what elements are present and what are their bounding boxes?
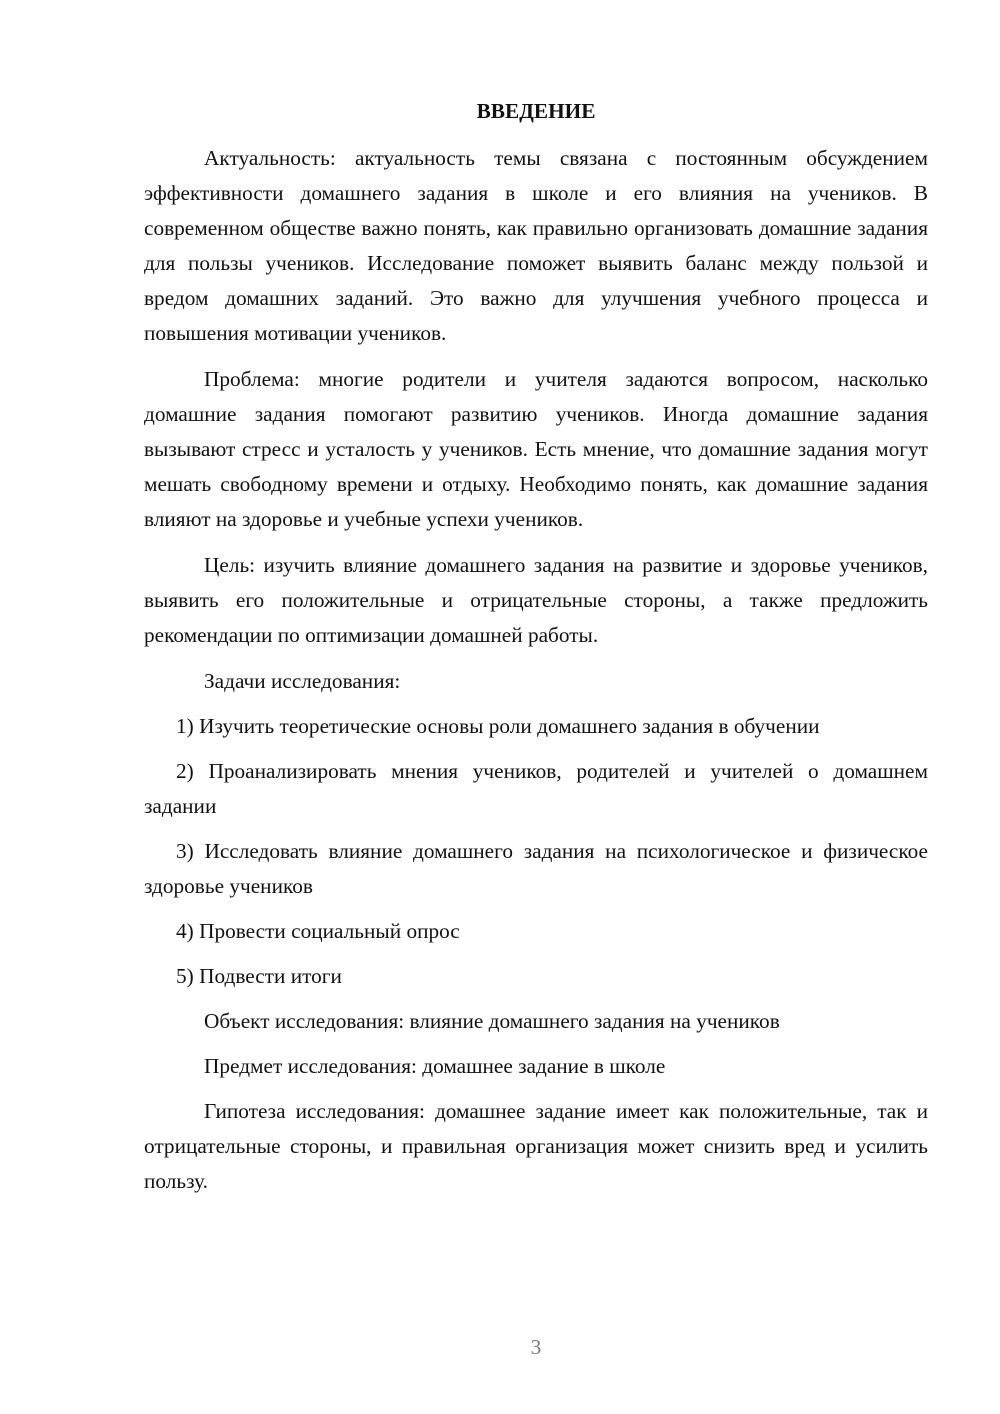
task-item-4: 4) Провести социальный опрос <box>176 919 460 943</box>
task-item-3: 3) Исследовать влияние домашнего задания на психологическое и физическое здоровье учеников <box>144 839 928 898</box>
section-title: ВВЕДЕНИЕ <box>476 99 596 123</box>
page-content <box>144 96 928 1210</box>
task-item-1: 1) Изучить теоретические основы роли домашнего задания в обучении <box>176 714 820 738</box>
task-item-5: 5) Подвести итоги <box>176 964 342 988</box>
hypothesis-paragraph: Гипотеза исследования: домашнее задание имеет как положительные, так и отрицательные стороны, и правильная организация может снизить вред и усилить пользу. <box>144 1099 928 1193</box>
tasks-heading: Задачи исследования: <box>204 669 401 693</box>
research-object: Объект исследования: влияние домашнего задания на учеников <box>204 1009 780 1033</box>
problem-paragraph: Проблема: многие родители и учителя задаются вопросом, насколько домашние задания помогают развитию учеников. Иногда домашние задания вызывают стресс и усталость у учеников. Есть мнение, что домашние задания могут мешать свободному времени и отдыху. Необходимо понять, как домашние задания влияют на здоровье и учебные успехи учеников. <box>144 367 928 531</box>
page-number: 3 <box>530 1335 542 1359</box>
goal-paragraph: Цель: изучить влияние домашнего задания на развитие и здоровье учеников, выявить его положительные и отрицательные стороны, а также предложить рекомендации по оптимизации домашней работы. <box>144 553 928 647</box>
research-subject: Предмет исследования: домашнее задание в школе <box>204 1054 666 1078</box>
task-item-2: 2) Проанализировать мнения учеников, родителей и учителей о домашнем задании <box>144 759 928 818</box>
relevance-paragraph: Актуальность: актуальность темы связана с постоянным обсуждением эффективности домашнего задания в школе и его влияния на учеников. В современном обществе важно понять, как правильно организовать домашние задания для пользы учеников. Исследование поможет выявить баланс между пользой и вредом домашних заданий. Это важно для улучшения учебного процесса и повышения мотивации учеников. <box>144 146 928 345</box>
